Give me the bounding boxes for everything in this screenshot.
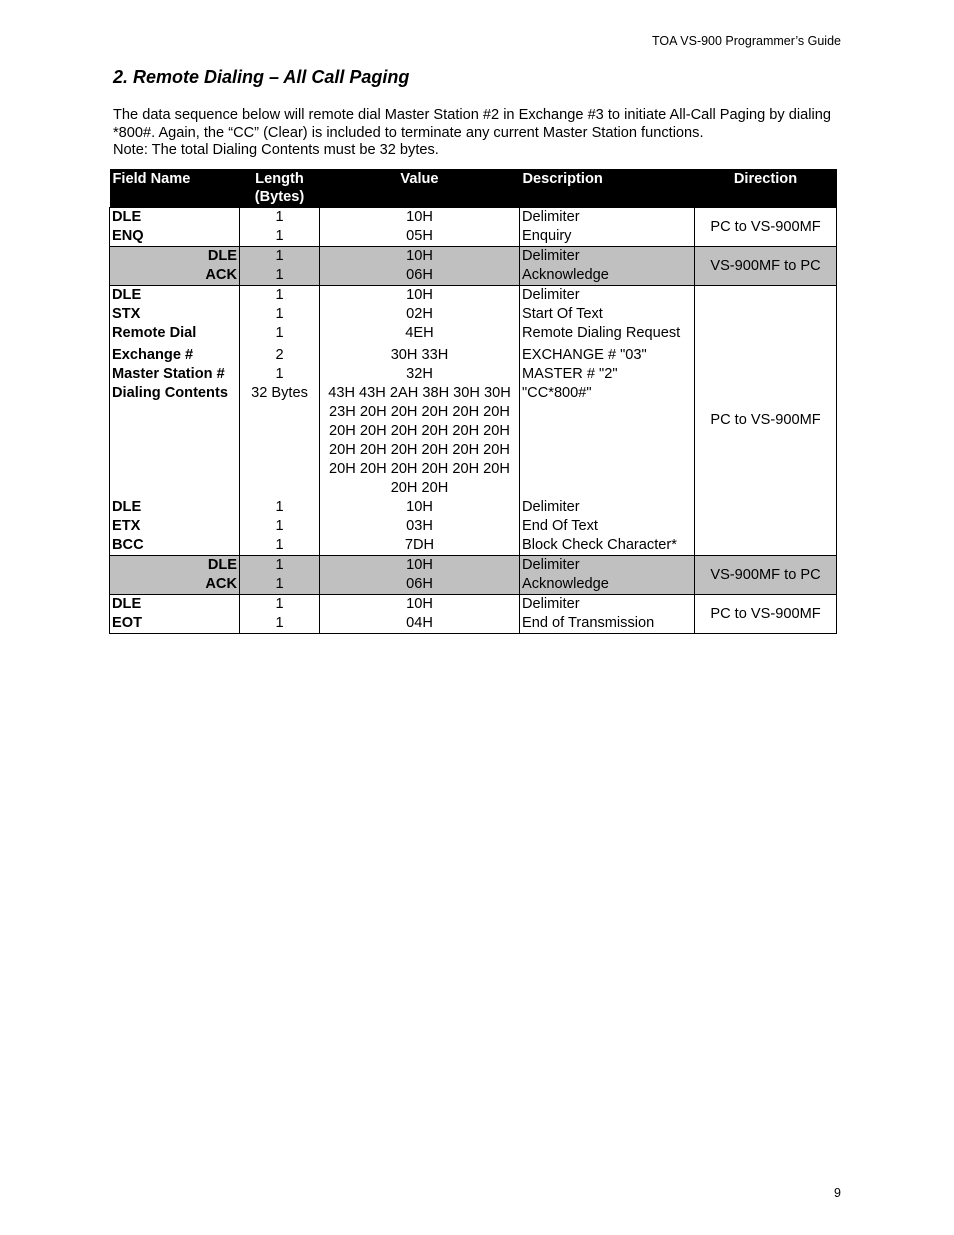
direction: PC to VS-900MF	[695, 286, 837, 556]
description: Remote Dialing Request	[520, 324, 695, 343]
description: Enquiry	[520, 227, 695, 247]
field-name: ACK	[110, 266, 240, 286]
table-row	[110, 247, 837, 267]
field-name: DLE	[110, 286, 240, 306]
value: 03H	[320, 517, 520, 536]
length: 1	[240, 324, 320, 343]
description: Block Check Character*	[520, 536, 695, 556]
field-name: Exchange #	[110, 343, 240, 365]
description: End of Transmission	[520, 614, 695, 634]
value: 7DH	[320, 536, 520, 556]
length: 32 Bytes	[240, 384, 320, 403]
length: 2	[240, 343, 320, 365]
value: 20H 20H	[320, 479, 520, 498]
description: Acknowledge	[520, 266, 695, 286]
table-row	[110, 595, 837, 615]
description: Acknowledge	[520, 575, 695, 595]
description	[520, 460, 695, 479]
length	[240, 479, 320, 498]
description: Delimiter	[520, 498, 695, 517]
value: 10H	[320, 556, 520, 576]
field-name: DLE	[110, 498, 240, 517]
length	[240, 441, 320, 460]
table-header-row	[110, 169, 837, 208]
value: 32H	[320, 365, 520, 384]
field-name	[110, 460, 240, 479]
direction: VS-900MF to PC	[695, 247, 837, 286]
field-name: Remote Dial	[110, 324, 240, 343]
length: 1	[240, 286, 320, 306]
field-name: EOT	[110, 614, 240, 634]
header-field-name: Field Name	[110, 169, 240, 208]
length: 1	[240, 517, 320, 536]
value: 10H	[320, 498, 520, 517]
length: 1	[240, 575, 320, 595]
field-name	[110, 403, 240, 422]
description	[520, 479, 695, 498]
protocol-table	[109, 169, 837, 634]
length: 1	[240, 247, 320, 267]
length: 1	[240, 266, 320, 286]
field-name: DLE	[110, 208, 240, 228]
section-title: 2. Remote Dialing – All Call Paging	[113, 67, 410, 87]
length	[240, 403, 320, 422]
direction: PC to VS-900MF	[695, 595, 837, 634]
description: "CC*800#"	[520, 384, 695, 403]
description	[520, 403, 695, 422]
value: 06H	[320, 575, 520, 595]
direction: PC to VS-900MF	[695, 208, 837, 247]
length: 1	[240, 536, 320, 556]
description: MASTER # "2"	[520, 365, 695, 384]
header-direction: Direction	[695, 169, 837, 208]
field-name: DLE	[110, 556, 240, 576]
value: 20H 20H 20H 20H 20H 20H	[320, 460, 520, 479]
intro-text	[113, 107, 843, 160]
value: 10H	[320, 595, 520, 615]
table-row	[110, 208, 837, 228]
value: 02H	[320, 305, 520, 324]
field-name: Master Station #	[110, 365, 240, 384]
length: 1	[240, 208, 320, 228]
value: 10H	[320, 247, 520, 267]
value: 05H	[320, 227, 520, 247]
description: End Of Text	[520, 517, 695, 536]
field-name: DLE	[110, 247, 240, 267]
description	[520, 441, 695, 460]
description: Delimiter	[520, 595, 695, 615]
field-name: ACK	[110, 575, 240, 595]
length: 1	[240, 556, 320, 576]
length: 1	[240, 614, 320, 634]
field-name: Dialing Contents	[110, 384, 240, 403]
description: Delimiter	[520, 208, 695, 228]
length	[240, 422, 320, 441]
header-description: Description	[520, 169, 695, 208]
field-name	[110, 441, 240, 460]
header-value: Value	[320, 169, 520, 208]
value: 10H	[320, 286, 520, 306]
length: 1	[240, 365, 320, 384]
document-header: TOA VS-900 Programmer’s Guide	[652, 34, 841, 48]
description: Delimiter	[520, 556, 695, 576]
field-name: ETX	[110, 517, 240, 536]
table-row	[110, 286, 837, 306]
value: 06H	[320, 266, 520, 286]
table-row	[110, 556, 837, 576]
header-length-line1: Length	[255, 171, 304, 187]
description: Delimiter	[520, 247, 695, 267]
length: 1	[240, 595, 320, 615]
description: EXCHANGE # "03"	[520, 343, 695, 365]
value: 4EH	[320, 324, 520, 343]
description: Delimiter	[520, 286, 695, 306]
field-name: DLE	[110, 595, 240, 615]
value: 20H 20H 20H 20H 20H 20H	[320, 422, 520, 441]
intro-paragraph: The data sequence below will remote dial Master Station #2 in Exchange #3 to initiate All-Call Paging by dialing *800#. Again, the “CC” (Clear) is included to terminate any current Master Station functions.	[113, 107, 831, 141]
field-name: STX	[110, 305, 240, 324]
field-name	[110, 479, 240, 498]
value: 43H 43H 2AH 38H 30H 30H	[320, 384, 520, 403]
header-length	[240, 169, 320, 208]
direction: VS-900MF to PC	[695, 556, 837, 595]
value: 30H 33H	[320, 343, 520, 365]
length: 1	[240, 227, 320, 247]
header-length-line2: (Bytes)	[254, 189, 305, 205]
value: 20H 20H 20H 20H 20H 20H	[320, 441, 520, 460]
length: 1	[240, 305, 320, 324]
value: 04H	[320, 614, 520, 634]
description: Start Of Text	[520, 305, 695, 324]
length: 1	[240, 498, 320, 517]
value: 10H	[320, 208, 520, 228]
page-number: 9	[834, 1186, 841, 1200]
note-paragraph: Note: The total Dialing Contents must be 32 bytes.	[113, 142, 439, 158]
field-name: ENQ	[110, 227, 240, 247]
field-name: BCC	[110, 536, 240, 556]
field-name	[110, 422, 240, 441]
description	[520, 422, 695, 441]
length	[240, 460, 320, 479]
value: 23H 20H 20H 20H 20H 20H	[320, 403, 520, 422]
